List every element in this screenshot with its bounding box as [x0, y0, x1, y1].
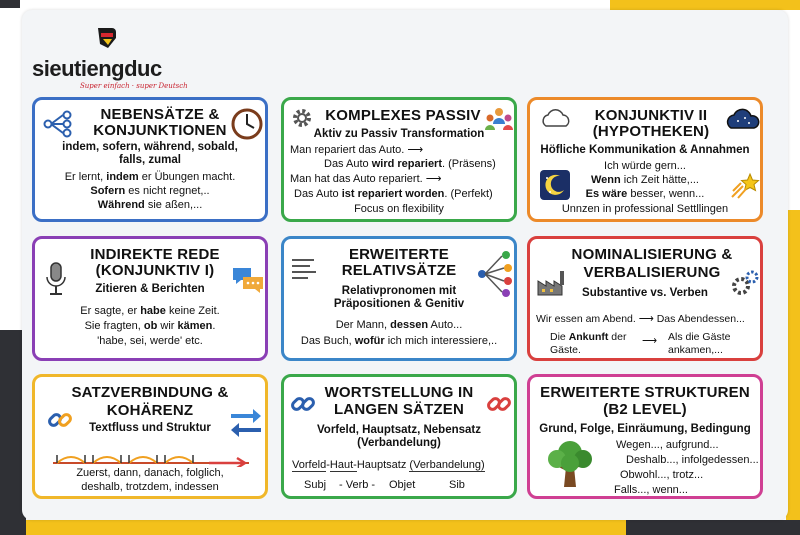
card-nebensaetze [32, 97, 268, 222]
card-satzverbindung [32, 374, 268, 499]
example-line: Der Mann, dessen Auto... [335, 319, 463, 331]
example-line: ankamen,... [668, 344, 723, 356]
example-line: Als die Gäste [668, 331, 731, 343]
corner-decoration [786, 210, 800, 520]
example-line: Es wäre besser, wenn... [585, 188, 705, 200]
corner-decoration [626, 520, 800, 535]
example-line: Während sie aßen,... [97, 199, 203, 211]
brand-logo [32, 24, 222, 94]
card-title: KOMPLEXES PASSIV [325, 107, 481, 124]
card-indirekte-rede [32, 236, 268, 361]
corner-decoration [0, 0, 20, 8]
card-relativsaetze [281, 236, 517, 361]
card-erweiterte-strukturen [527, 374, 763, 499]
card-wortstellung: WORTSTELLUNG IN LANGEN SÄTZEN Vorfeld, Hauptsatz, Nebensatz (Verbandelung) Vorfeld-Haut-Hauptsatz (Verbandelung) Subj - Verb - Objet Sib [281, 374, 517, 499]
card-komplexes-passiv [281, 97, 517, 222]
card-subtitle: Grund, Folge, Einräumung, Bedingung [539, 423, 751, 435]
example-line: Gäste. [550, 344, 581, 356]
example-line: Man hat das Auto repariert. ⟶ [290, 173, 442, 185]
example-line: Die Ankunft der [550, 331, 627, 343]
card-title: KONJUNKTIV II [594, 107, 708, 124]
card-subtitle: Zitieren & Berichten [95, 283, 205, 295]
example-line: Er lernt, indem er Übungen macht. [64, 171, 236, 183]
card-subtitle: Substantive vs. Verben [582, 287, 708, 299]
brand-name: sieutiengduc [32, 56, 162, 81]
corner-decoration [26, 520, 626, 535]
example-line: Focus on flexibility [354, 203, 444, 215]
arrow-icon: ⟶ [638, 313, 654, 325]
example-line: Zuerst, dann, danach, folglich, [76, 467, 224, 479]
card-subtitle: falls, zumal [119, 154, 181, 166]
example-line: Wir essen am Abend. ⟶ Das Abendessen... [536, 313, 745, 325]
card-title: (B2 LEVEL) [603, 401, 687, 418]
arrow-icon: ⟶ [407, 144, 424, 156]
card-title: SATZVERBINDUNG & [71, 384, 229, 401]
example-line: Falls..., wenn... [614, 484, 688, 496]
card-title: INDIREKTE REDE [90, 246, 220, 263]
card-title: NEBENSÄTZE & [100, 106, 220, 123]
arrow-icon: ⟶ [642, 335, 658, 347]
card-title: KONJUNKTIONEN [93, 122, 227, 139]
card-subtitle: Textfluss und Struktur [89, 422, 211, 434]
example-line: Unnzen in professional Settllingen [561, 203, 729, 215]
sentence-structure-header: Vorfeld-Haut-Hauptsatz (Verbandelung) [292, 459, 485, 471]
card-subtitle: Höfliche Kommunikation & Annahmen [540, 144, 750, 156]
example-line: deshalb, trotzdem, indessen [81, 481, 219, 493]
example-line: Obwohl..., trotz... [620, 469, 704, 481]
corner-decoration [610, 0, 800, 10]
card-title: ERWEITERTE STRUKTUREN [540, 384, 750, 401]
card-title: (KONJUNKTIV I) [95, 262, 215, 279]
card-title: KOHÄRENZ [106, 402, 194, 419]
germany-flag-icon [92, 24, 122, 54]
card-title: VERBALISIERUNG [583, 264, 721, 281]
example-line: Das Buch, wofür ich mich interessiere,.. [300, 335, 498, 347]
card-nominalisierung [527, 236, 763, 361]
example-line: Deshalb..., infolgedessen... [626, 454, 759, 466]
card-subtitle: Präpositionen & Genitiv [333, 298, 465, 310]
example-line: 'habe, sei, werde' etc. [97, 335, 203, 347]
card-subtitle: Relativpronomen mit [341, 285, 457, 297]
example-line: Sie fragten, ob wir kämen. [84, 320, 216, 332]
example-line: Er sagte, er habe keine Zeit. [80, 305, 220, 317]
card-title: NOMINALISIERUNG & [571, 246, 733, 263]
card-title: ERWEITERTE [348, 246, 450, 263]
example-line: Das Auto wird repariert. (Präsens) [324, 158, 496, 170]
bridge-chain-icon [49, 449, 255, 467]
card-title: RELATIVSÄTZE [341, 262, 457, 279]
tree-icon [544, 437, 596, 489]
card-title: WORTSTELLUNG IN [324, 384, 474, 401]
card-konjunktiv-ii [527, 97, 763, 222]
example-line: Das Auto ist repariert worden. (Perfekt) [294, 188, 493, 200]
example-line: Wenn ich Zeit hätte,... [590, 174, 699, 186]
card-title: LANGEN SÄTZEN [333, 401, 465, 418]
card-title: (HYPOTHEKEN) [592, 123, 710, 140]
example-line: Man repariert das Auto. ⟶ [290, 144, 424, 156]
card-subtitle: Vorfeld, Hauptsatz, Nebensatz [316, 424, 481, 436]
brand-tagline: Super einfach · super Deutsch [80, 82, 188, 90]
example-line: Wegen..., aufgrund... [616, 439, 719, 451]
card-subtitle: Aktiv zu Passiv Transformation [313, 128, 485, 140]
example-line: Ich würde gern... [604, 160, 686, 172]
arrow-icon: ⟶ [425, 173, 442, 185]
card-subtitle: indem, sofern, während, sobald, [62, 141, 238, 153]
card-subtitle: (Verbandelung) [357, 437, 441, 449]
example-line: Sofern es nicht regnet,.. [90, 185, 210, 197]
